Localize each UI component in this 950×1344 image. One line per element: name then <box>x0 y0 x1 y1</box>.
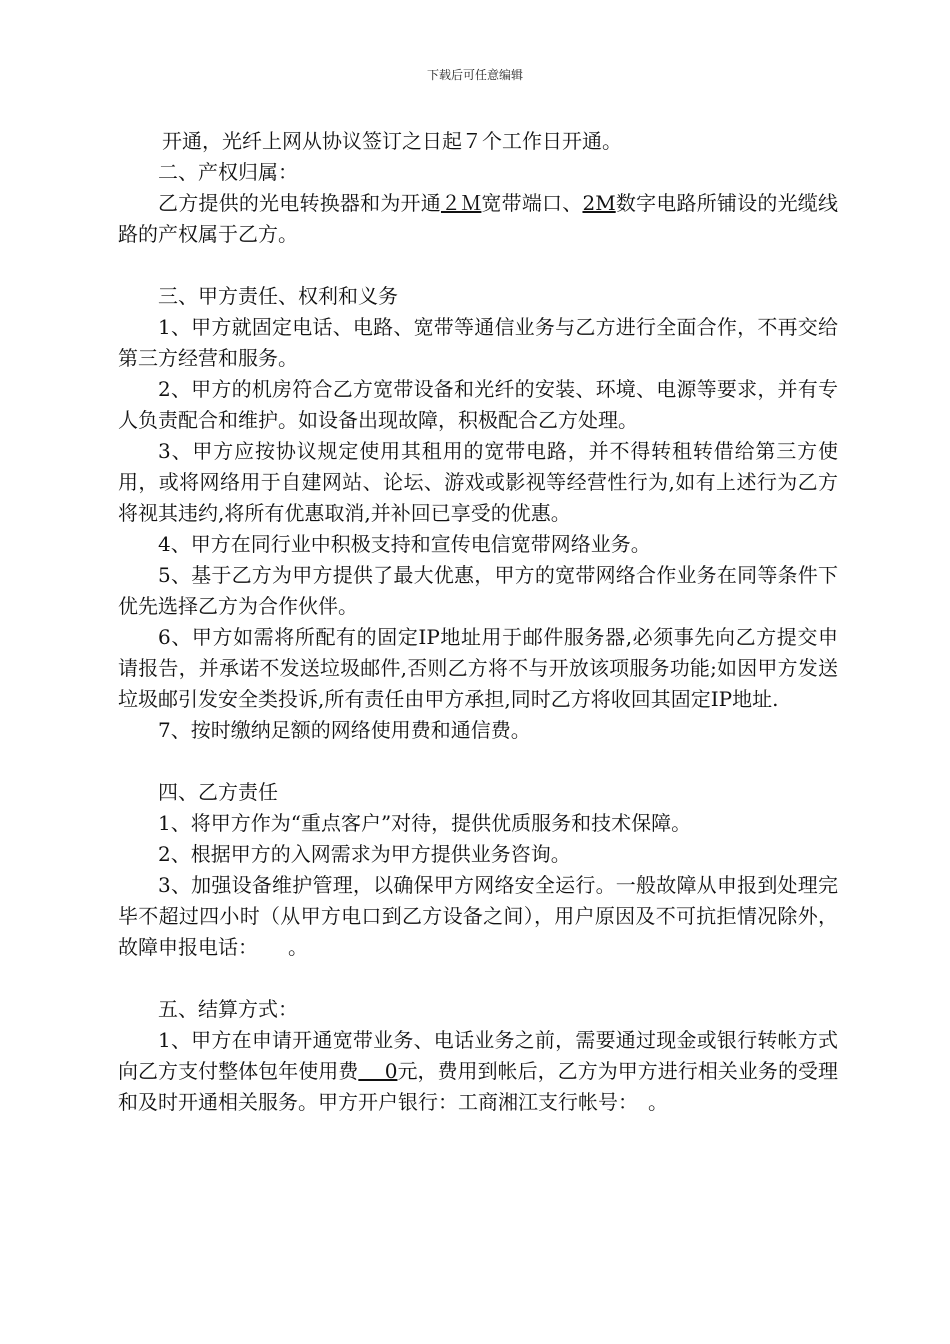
section-2-text-c: 数字电路所铺设的光缆线路的产权属于乙方。 <box>118 191 839 246</box>
paragraph-opening: 开通，光纤上网从协议签订之日起７个工作日开通。 <box>162 129 622 153</box>
section-3-item-2: 2、甲方的机房符合乙方宽带设备和光纤的安装、环境、电源等要求，并有专人负责配合和维护。如设备出现故障，积极配合乙方处理。 <box>118 377 838 432</box>
section-3-item-1: 1、甲方就固定电话、电路、宽带等通信业务与乙方进行全面合作，不再交给第三方经营和服务。 <box>118 315 838 370</box>
section-3-item-6: 6、甲方如需将所配有的固定IP地址用于邮件服务器,必须事先向乙方提交申请报告，并承诺不发送垃圾邮件,否则乙方将不与开放该项服务功能;如因甲方发送垃圾邮引发安全类投诉,所有责任由甲方承担,同时乙方将收回其固定IP地址. <box>118 625 838 711</box>
spacer <box>118 746 838 777</box>
bandwidth-2m-underlined: ２Ｍ <box>440 191 482 215</box>
section-4-title: 四、乙方责任 <box>158 780 278 804</box>
spacer <box>118 963 838 994</box>
section-4-item-1: 1、将甲方作为“重点客户”对待，提供优质服务和技术保障。 <box>158 811 692 835</box>
section-2-paragraph <box>118 188 838 250</box>
section-5-text-b: 元，费用到帐后，乙方为甲方进行相关业务的受理和及时开通相关服务。甲方开户银行：工商湘江支行帐号： 。 <box>118 1059 839 1114</box>
section-2-title: 二、产权归属： <box>158 160 298 184</box>
section-3-item-5: 5、基于乙方为甲方提供了最大优惠，甲方的宽带网络合作业务在同等条件下优先选择乙方为合作伙伴。 <box>118 563 838 618</box>
section-3-item-3: 3、甲方应按协议规定使用其租用的宽带电路，并不得转租转借给第三方使用，或将网络用于自建网站、论坛、游戏或影视等经营性行为,如有上述行为乙方将视其违约,将所有优惠取消,并补回已享受的优惠。 <box>118 439 838 525</box>
digital-circuit-2m-underlined: 2M <box>582 191 616 215</box>
page-header: 下载后可任意编辑 <box>426 68 523 82</box>
section-2-text-a: 乙方提供的光电转换器和为开通 <box>158 191 441 215</box>
section-4-item-3: 3、加强设备维护管理，以确保甲方网络安全运行。一般故障从申报到处理完毕不超过四小时（从甲方电口到乙方设备之间），用户原因及不可抗拒情况除外，故障申报电话： 。 <box>118 873 838 959</box>
contract-body <box>118 126 838 1118</box>
section-5-title: 五、结算方式： <box>158 997 298 1021</box>
section-5-text-a: 1、甲方在申请开通宽带业务、电话业务之前，需要通过现金或银行转帐方式向乙方支付整体包年使用费 <box>118 1028 838 1083</box>
section-3-item-4: 4、甲方在同行业中积极支持和宣传电信宽带网络业务。 <box>158 532 651 556</box>
section-5-item-1 <box>118 1025 838 1118</box>
section-3-title: 三、甲方责任、权利和义务 <box>158 284 398 308</box>
section-2-text-b: 宽带端口、 <box>481 191 583 215</box>
annual-fee-amount-underlined: 0 <box>358 1059 398 1083</box>
section-4-item-2: 2、根据甲方的入网需求为甲方提供业务咨询。 <box>158 842 571 866</box>
section-3-item-7: 7、按时缴纳足额的网络使用费和通信费。 <box>158 718 531 742</box>
spacer <box>118 250 838 281</box>
